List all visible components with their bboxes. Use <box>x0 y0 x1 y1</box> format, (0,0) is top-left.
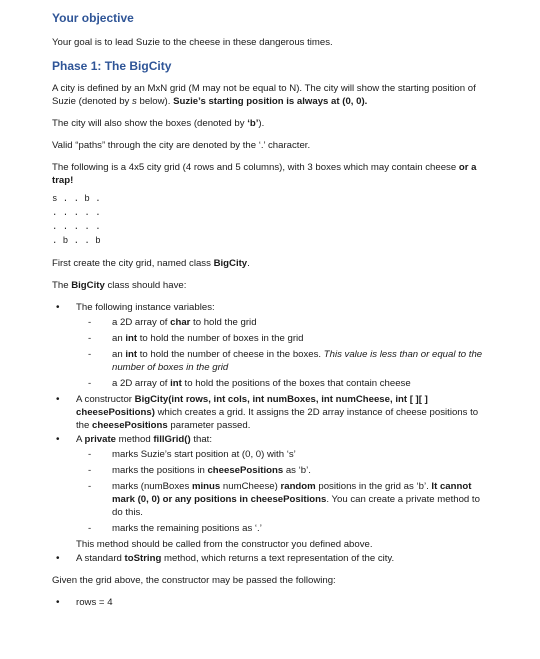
objective-text: Your goal is to lead Suzie to the cheese in these dangerous times. <box>52 37 333 48</box>
grid-row: . . . . . <box>52 222 101 232</box>
list-item: • rows = 4 <box>52 596 492 609</box>
list-item: - a 2D array of char to hold the grid <box>76 316 492 329</box>
list-item: - marks (numBoxes minus numCheese) random positions in the grid as ‘b’. It cannot mark (0, 0) or any positions in cheesePositions. You can create a private method to do this. <box>76 480 492 519</box>
boxes-paragraph: The city will also show the boxes (denoted by ‘b’). <box>52 118 265 129</box>
paths-paragraph: Valid “paths” through the city are denoted by the ‘.’ character. <box>52 140 311 151</box>
list-item: - an int to hold the number of cheese in the boxes. This value is less than or equal to the number of boxes in the grid <box>76 348 492 374</box>
list-item: - marks Suzie’s start position at (0, 0) with ‘s’ <box>76 448 492 461</box>
fillgrid-steps-list <box>76 448 492 535</box>
list-item: - marks the positions in cheesePositions as ‘b’. <box>76 464 492 477</box>
list-item: - an int to hold the number of boxes in the grid <box>76 332 492 345</box>
city-definition-paragraph: A city is defined by an MxN grid (M may not be equal to N). The city will show the starting position of Suzie (denoted by s below). Suzie’s starting position is always at (0, 0). <box>52 83 476 107</box>
list-item: • A private method fillGrid() that: - marks Suzie’s start position at (0, 0) with ‘s’ - marks the positions in cheesePositions as ‘b’. - marks (numBoxes minus numCheese) random positions in the grid as ‘b’. It cannot mark (0, 0) or any positions in cheesePositions. You can create a private method to do this. - marks the remaining positions as ‘.’ This method should be called from the constructor you defined above. <box>52 433 492 551</box>
list-item: • A constructor BigCity(int rows, int cols, int numBoxes, int numCheese, int [ ][ ] cheesePositions) which creates a grid. It assigns the 2D array instance of cheese positions to the cheesePositions parameter passed. <box>52 393 492 432</box>
constructor-args-list <box>52 596 492 609</box>
class-should-have-paragraph: The BigCity class should have: <box>52 280 187 291</box>
grid-row: . . . . . <box>52 208 101 218</box>
fillgrid-note: This method should be called from the constructor you defined above. <box>76 539 373 550</box>
given-paragraph: Given the grid above, the constructor may be passed the following: <box>52 575 336 586</box>
grid-row: . b . . b <box>52 236 101 246</box>
list-item: • A standard toString method, which returns a text representation of the city. <box>52 552 492 565</box>
city-grid-example <box>52 192 540 248</box>
list-item: • The following instance variables: - a 2D array of char to hold the grid - an int to hold the number of boxes in the grid - an int to hold the number of cheese in the boxes. This value is less than or equal to the number of boxes in the grid - a 2D array of int to hold the positions of the boxes that contain cheese <box>52 301 492 390</box>
grid-row: s . . b . <box>52 194 101 204</box>
objective-heading: Your objective <box>52 11 134 25</box>
instance-variables-list <box>76 316 492 390</box>
example-grid-paragraph: The following is a 4x5 city grid (4 rows and 5 columns), with 3 boxes which may contain cheese or a trap! <box>52 162 477 186</box>
requirements-list <box>52 301 492 565</box>
create-class-paragraph: First create the city grid, named class BigCity. <box>52 258 250 269</box>
list-item: - a 2D array of int to hold the positions of the boxes that contain cheese <box>76 377 492 390</box>
phase1-heading: Phase 1: The BigCity <box>52 59 172 73</box>
list-item: - marks the remaining positions as ‘.’ <box>76 522 492 535</box>
